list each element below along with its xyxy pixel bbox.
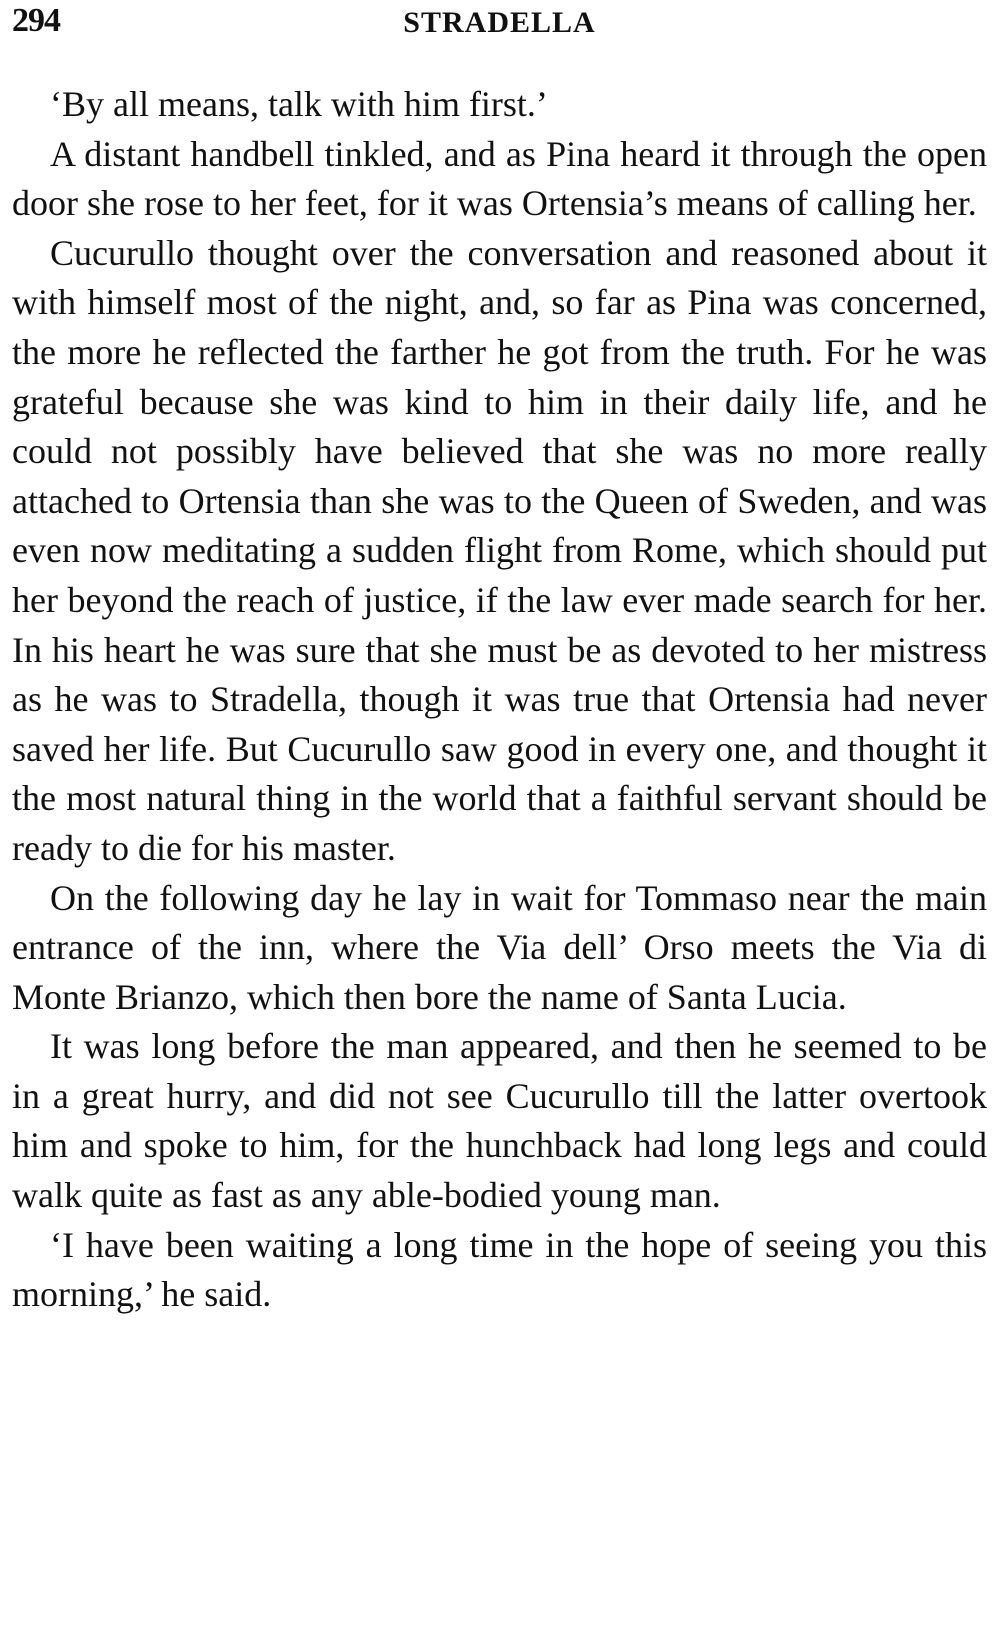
- paragraph: It was long before the man appeared, and then he seemed to be in a great hurry, and did not see Cucurullo till the latter overtook him and spoke to him, for the hunchback had long legs and could walk quite as fast as any able-bodied young man.: [12, 1026, 987, 1216]
- paragraph: ‘I have been waiting a long time in the hope of seeing you this morning,’ he said.: [12, 1224, 987, 1315]
- paragraph: Cucurullo thought over the conversation and reasoned about it with himself most of the night, and, so far as Pina was concerned, the more he reflected the farther he got from the truth. For he was grateful because she was kind to him in their daily life, and he could not possibly have believed that she was no more really attached to Ortensia than she was to the Queen of Sweden, and was even now meditating a sudden flight from Rome, which should put her beyond the reach of justice, if the law ever made search for her. In his heart he was sure that she must be as devoted to her mistress as he was to Stradella, though it was true that Ortensia had never saved her life. But Cucurullo saw good in every one, and thought it the most natural thing in the world that a faithful servant should be ready to die for his master.: [12, 232, 987, 868]
- running-head: STRADELLA: [403, 6, 596, 39]
- page-number: 294: [12, 2, 60, 39]
- paragraph: On the following day he lay in wait for Tommaso near the main entrance of the inn, where the Via dell’ Orso meets the Via di Monte Brianzo, which then bore the name of Santa Lucia.: [12, 877, 987, 1017]
- paragraph: A distant handbell tinkled, and as Pina heard it through the open door she rose to her feet, for it was Ortensia’s means of calling her.: [12, 133, 987, 224]
- paragraph: ‘By all means, talk with him first.’: [50, 84, 548, 124]
- body-text: [12, 80, 987, 1320]
- page-header: [12, 2, 987, 48]
